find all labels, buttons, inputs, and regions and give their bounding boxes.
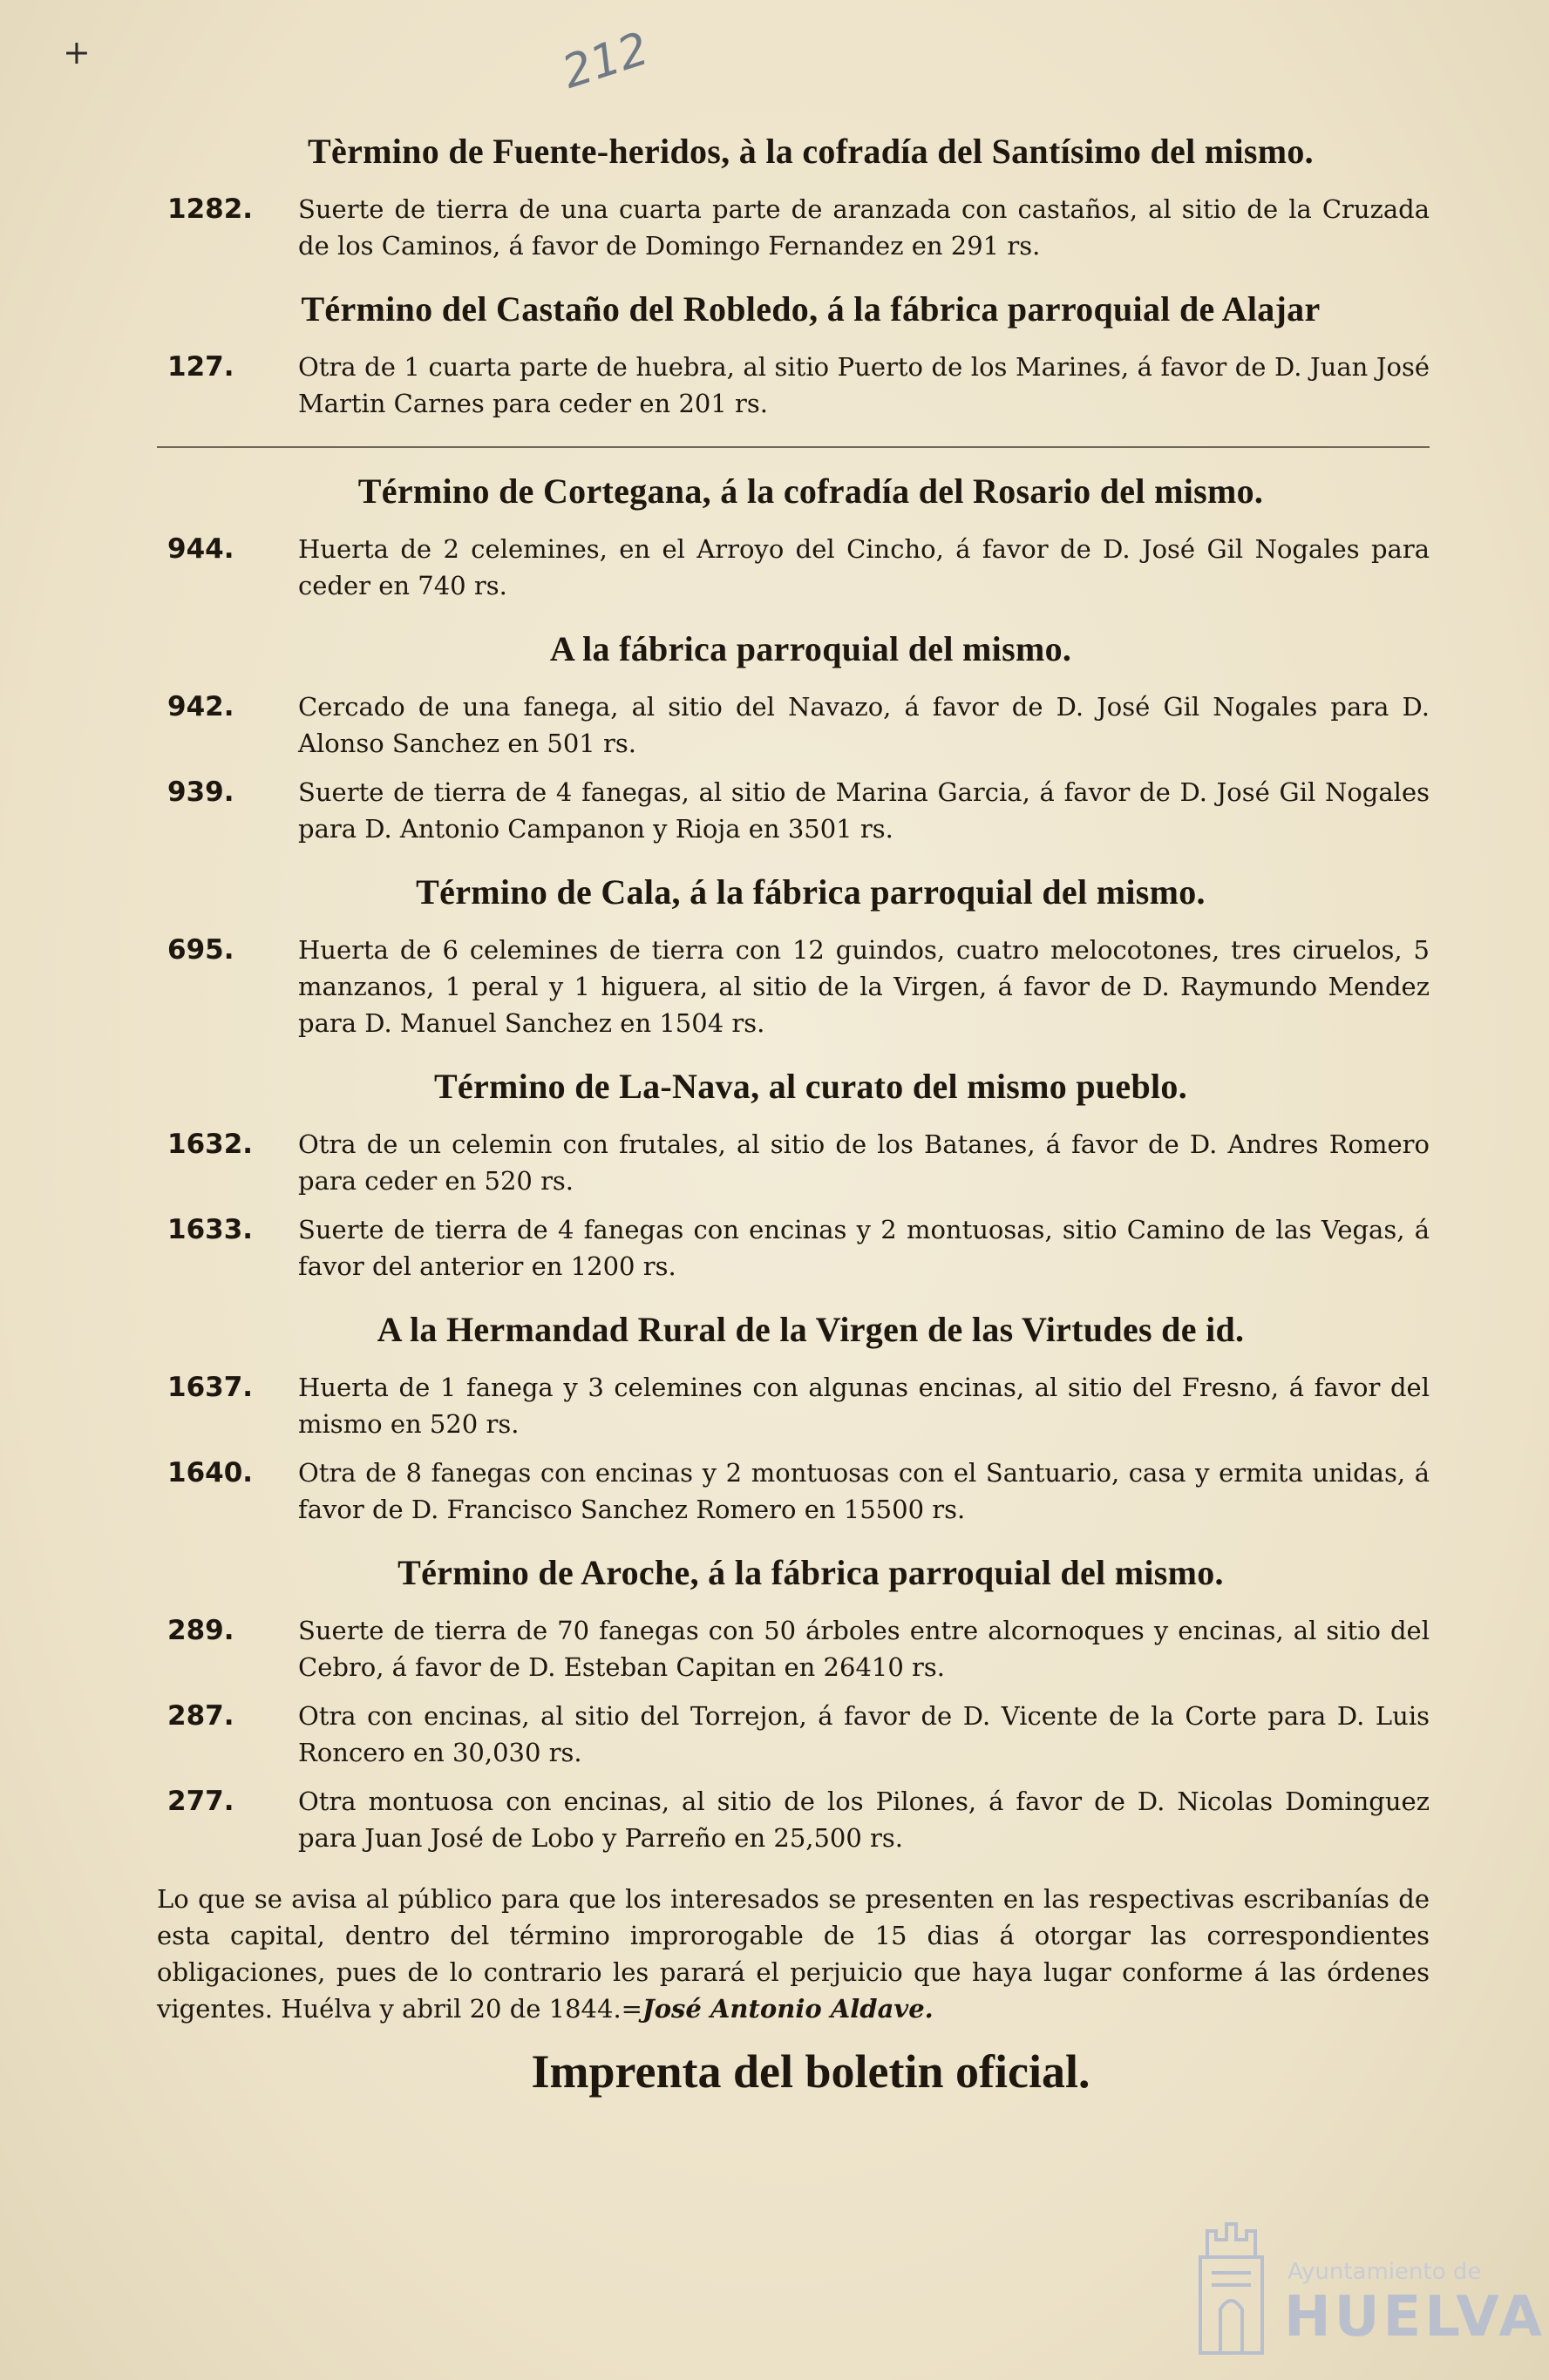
lot-entry [157, 688, 1464, 762]
section-title: Término del Castaño del Robledo, á la fábrica parroquial de Alajar [301, 289, 1321, 329]
section [157, 471, 1464, 604]
lot-number: 289. [167, 1615, 234, 1646]
lot-entry [157, 191, 1464, 264]
lot-entry [157, 1369, 1464, 1442]
lot-number: 1633. [167, 1214, 254, 1245]
lot-description: Suerte de tierra de 4 fanegas con encinas y 2 montuosas, sitio Camino de las Vegas, á favor del anterior en 1200 rs. [298, 1215, 1430, 1281]
lot-number: 1632. [167, 1129, 254, 1160]
closing-text: Lo que se avisa al público para que los interesados se presenten en las respectivas escribanías de esta capital, dentro del término improrogable de 15 dias á otorgar las correspondientes obligaciones, pues de lo contrario les parará el perjuicio que haya lugar conforme á las órdenes vigentes. Huélva y abril 20 de 1844.= [157, 1884, 1430, 2024]
lot-entry [157, 1612, 1464, 1685]
section [157, 131, 1464, 264]
ayuntamiento-huelva-watermark [1190, 2205, 1546, 2362]
lot-description: Suerte de tierra de 4 fanegas, al sitio de Marina Garcia, á favor de D. José Gil Nogales para D. Antonio Campanon y Rioja en 3501 rs. [298, 777, 1430, 844]
lot-description: Otra montuosa con encinas, al sitio de los Pilones, á favor de D. Nicolas Dominguez para Juan José de Lobo y Parreño en 25,500 rs. [298, 1787, 1430, 1853]
imprint-line: Imprenta del boletin oficial. [531, 2045, 1090, 2098]
lot-number: 277. [167, 1786, 234, 1817]
closing-notice [157, 1881, 1464, 2027]
section [157, 628, 1464, 847]
signature: José Antonio Aldave. [642, 1994, 934, 2024]
lot-entry [157, 1783, 1464, 1856]
corner-mark: + [63, 33, 91, 71]
lot-entry [157, 531, 1464, 604]
lot-entry [157, 349, 1464, 422]
section-title: Término de Aroche, á la fábrica parroquial del mismo. [397, 1553, 1224, 1592]
section [157, 871, 1464, 1041]
divider-rule [157, 446, 1430, 448]
section [157, 1552, 1464, 1856]
tower-logo-icon [1190, 2205, 1273, 2362]
section-title: Tèrmino de Fuente-heridos, à la cofradía del Santísimo del mismo. [308, 132, 1314, 171]
lot-entry [157, 1454, 1464, 1528]
section [157, 288, 1464, 422]
lot-entry [157, 1126, 1464, 1199]
section-title: A la Hermandad Rural de la Virgen de las Virtudes de id. [377, 1310, 1245, 1349]
document-body [157, 131, 1464, 2099]
lot-entry [157, 932, 1464, 1041]
lot-number: 1640. [167, 1457, 254, 1488]
section-title: A la fábrica parroquial del mismo. [549, 629, 1072, 668]
lot-number: 127. [167, 351, 234, 383]
watermark-big-text: HUELVA [1284, 2285, 1546, 2349]
section-title: Término de Cortegana, á la cofradía del Rosario del mismo. [357, 471, 1264, 511]
lot-number: 939. [167, 776, 234, 808]
lot-entry [157, 1698, 1464, 1771]
lot-description: Otra de 1 cuarta parte de huebra, al sitio Puerto de los Marines, á favor de D. Juan José Martin Carnes para ceder en 201 rs. [298, 352, 1430, 418]
lot-number: 1637. [167, 1372, 254, 1403]
lot-entry [157, 774, 1464, 847]
section-title: Término de Cala, á la fábrica parroquial del mismo. [416, 872, 1206, 912]
lot-description: Otra de 8 fanegas con encinas y 2 montuosas con el Santuario, casa y ermita unidas, á favor de D. Francisco Sanchez Romero en 15500 rs. [298, 1458, 1430, 1524]
lot-description: Otra de un celemin con frutales, al sitio de los Batanes, á favor de D. Andres Romero para ceder en 520 rs. [298, 1129, 1430, 1196]
lot-description: Huerta de 2 celemines, en el Arroyo del Cincho, á favor de D. José Gil Nogales para ceder en 740 rs. [298, 534, 1430, 600]
lot-number: 695. [167, 934, 234, 966]
lot-description: Huerta de 1 fanega y 3 celemines con algunas encinas, al sitio del Fresno, á favor del mismo en 520 rs. [298, 1373, 1430, 1439]
lot-description: Otra con encinas, al sitio del Torrejon, á favor de D. Vicente de la Corte para D. Luis Roncero en 30,030 rs. [298, 1701, 1430, 1767]
lot-description: Suerte de tierra de una cuarta parte de aranzada con castaños, al sitio de la Cruzada de los Caminos, á favor de Domingo Fernandez en 291 rs. [298, 194, 1430, 261]
folio-number: 212 [556, 23, 656, 99]
lot-number: 944. [167, 533, 234, 565]
lot-number: 287. [167, 1700, 234, 1732]
section [157, 1309, 1464, 1528]
lot-number: 942. [167, 691, 234, 722]
section [157, 1066, 1464, 1285]
lot-description: Cercado de una fanega, al sitio del Navazo, á favor de D. José Gil Nogales para D. Alonso Sanchez en 501 rs. [298, 692, 1430, 758]
lot-number: 1282. [167, 193, 254, 225]
lot-entry [157, 1211, 1464, 1285]
section-title: Término de La-Nava, al curato del mismo pueblo. [433, 1067, 1188, 1106]
watermark-small-text: Ayuntamiento de [1287, 2259, 1482, 2285]
lot-description: Huerta de 6 celemines de tierra con 12 guindos, cuatro melocotones, tres ciruelos, 5 manzanos, 1 peral y 1 higuera, al sitio de la Virgen, á favor de D. Raymundo Mendez para D. Manuel Sanchez en 1504 rs. [298, 935, 1430, 1038]
lot-description: Suerte de tierra de 70 fanegas con 50 árboles entre alcornoques y encinas, al sitio del Cebro, á favor de D. Esteban Capitan en 26410 rs. [298, 1616, 1430, 1682]
